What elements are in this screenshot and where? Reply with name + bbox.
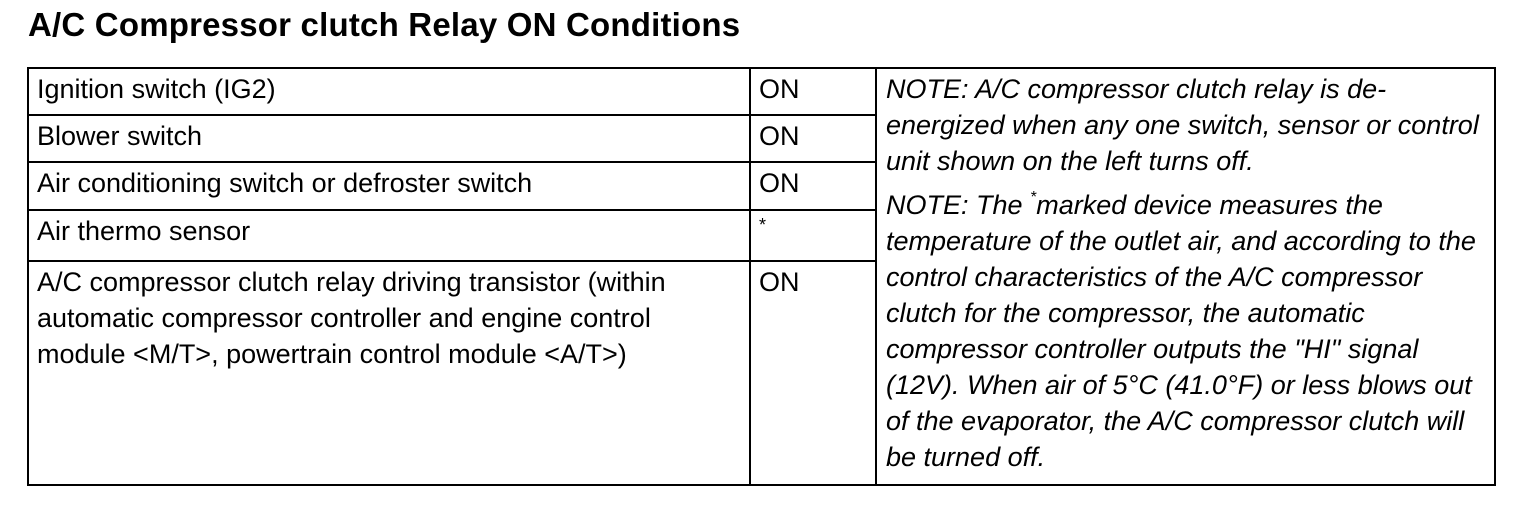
condition-cell: Air thermo sensor xyxy=(29,211,751,260)
state-cell: ON xyxy=(759,168,800,198)
table-row xyxy=(29,116,875,163)
conditions-column xyxy=(29,69,877,484)
note2-prefix: NOTE: The xyxy=(886,190,1031,220)
table-row xyxy=(29,211,875,262)
table-row xyxy=(29,262,875,484)
note-relay-deenergized: NOTE: A/C compressor clutch relay is de-energized when any one switch, sensor or control unit shown on the left turns off. xyxy=(886,74,1479,176)
notes-cell xyxy=(877,69,1494,484)
page-title: A/C Compressor clutch Relay ON Conditions xyxy=(28,6,741,43)
asterisk-mark: * xyxy=(1030,189,1037,206)
condition-cell: Blower switch xyxy=(29,116,751,161)
table-row xyxy=(29,69,875,116)
condition-cell: A/C compressor clutch relay driving transistor (within automatic compressor controller and engine control module <M/T>, powertrain control module <A/T>) xyxy=(29,262,751,484)
note2-text: marked device measures the temperature of the outlet air, and according to the control characteristics of the A/C compressor clutch for the compressor, the automatic compressor controller outputs the "HI" signal (12V). When air of 5°C (41.0°F) or less blows out of the evaporator, the A/C compressor clutch will be turned off. xyxy=(886,190,1476,472)
table-row xyxy=(29,163,875,211)
condition-cell: Air conditioning switch or defroster switch xyxy=(29,163,751,209)
conditions-table xyxy=(27,67,1496,486)
state-cell: ON xyxy=(759,267,800,297)
state-cell: * xyxy=(759,215,767,235)
condition-cell: Ignition switch (IG2) xyxy=(29,69,751,114)
note-marked-device xyxy=(886,187,1488,475)
state-cell: ON xyxy=(759,74,800,104)
state-cell: ON xyxy=(759,121,800,151)
